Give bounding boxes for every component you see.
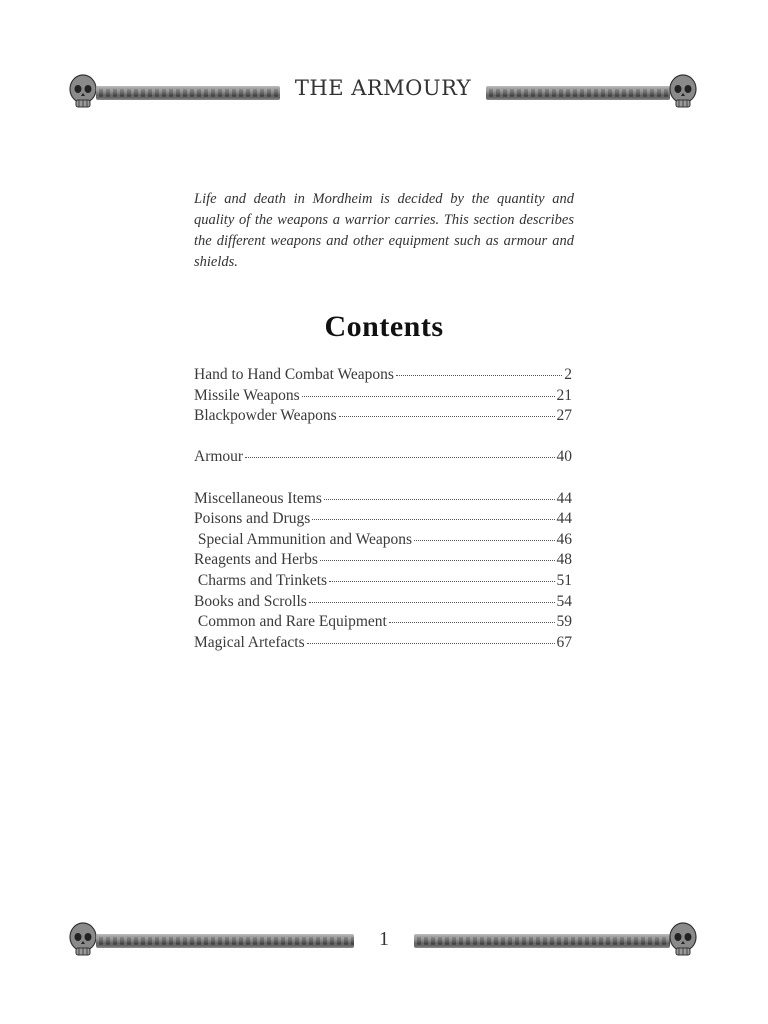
toc-entry-label: Books and Scrolls [194,592,307,610]
toc-entry[interactable] [194,490,572,511]
toc-entry-page: 46 [556,530,572,548]
toc-leader-dots [312,519,554,520]
toc-entry-label: Common and Rare Equipment [194,613,387,631]
toc-leader-dots [302,396,555,397]
toc-leader-dots [339,416,555,417]
toc-entry[interactable] [194,572,572,593]
toc-entry-label: Armour [194,448,244,466]
toc-entry[interactable] [194,407,572,428]
footer-bar-right [414,934,670,948]
header-bar-right [486,86,670,100]
toc-leader-dots [414,540,554,541]
toc-entry-label: Hand to Hand Combat Weapons [194,366,394,383]
toc-leader-dots [324,499,555,500]
toc-entry-label: Poisons and Drugs [194,510,311,528]
skull-icon [68,74,98,110]
toc-entry-page: 67 [556,633,572,651]
toc-entry[interactable] [194,387,572,408]
table-of-contents [194,366,572,654]
toc-leader-dots [307,643,555,644]
header-bar-left [96,86,280,100]
toc-entry[interactable] [194,613,572,634]
toc-entry-label: Missile Weapons [194,386,300,404]
toc-entry[interactable] [194,634,572,655]
toc-entry-label: Miscellaneous Items [194,489,322,507]
toc-leader-dots [320,560,555,561]
toc-leader-dots [396,375,562,376]
toc-entry-page: 59 [556,613,572,631]
toc-entry-page: 48 [556,551,572,569]
toc-entry-page: 40 [556,448,572,466]
toc-entry[interactable] [194,366,572,387]
skull-icon [68,922,98,958]
toc-leader-dots [389,622,555,623]
toc-entry-page: 27 [556,407,572,425]
toc-entry-page: 44 [556,510,572,528]
toc-entry-label: Reagents and Herbs [194,551,318,569]
toc-entry-label: Charms and Trinkets [194,571,328,589]
skull-icon [668,922,698,958]
toc-leader-dots [309,602,555,603]
toc-entry-page: 21 [556,386,572,404]
toc-entry-label: Blackpowder Weapons [194,407,337,425]
intro-paragraph: Life and death in Mordheim is decided by the quantity and quality of the weapons a warrior carries. This section describes the different weapons and other equipment such as armour and shields. [194,191,574,270]
toc-entry[interactable] [194,551,572,572]
toc-entry[interactable] [194,593,572,614]
toc-entry-page: 51 [556,571,572,589]
contents-title: Contents [324,310,444,343]
page-header-title: THE ARMOURY [294,76,472,100]
footer-bar-left [96,934,354,948]
toc-entry-page: 44 [556,489,572,507]
toc-entry[interactable] [194,531,572,552]
toc-entry-label: Magical Artefacts [194,633,305,651]
toc-spacer [194,469,572,490]
toc-entry[interactable] [194,448,572,469]
toc-entry-page: 54 [556,592,572,610]
toc-entry-label: Special Ammunition and Weapons [194,530,413,548]
toc-leader-dots [245,457,554,458]
page-number: 1 [379,928,389,950]
toc-entry-page: 2 [564,366,572,383]
toc-entry[interactable] [194,510,572,531]
skull-icon [668,74,698,110]
toc-spacer [194,428,572,449]
toc-leader-dots [329,581,554,582]
